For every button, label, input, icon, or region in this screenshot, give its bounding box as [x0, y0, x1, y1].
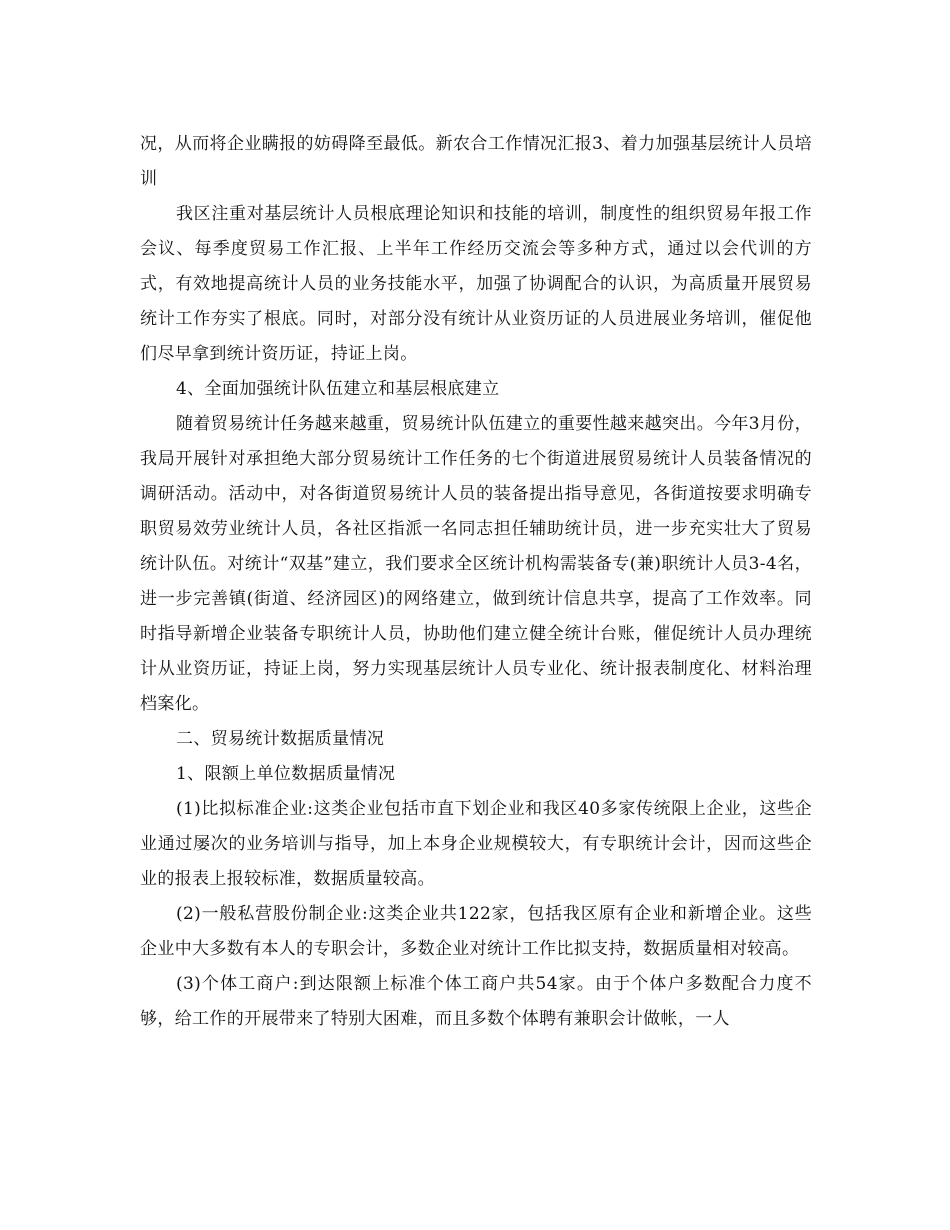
paragraph-individual-businesses: (3)个体工商户:到达限额上标准个体工商户共54家。由于个体户多数配合力度不够，给工作的开展带来了特别大困难，而且多数个体聘有兼职会计做帐，一人 — [140, 974, 812, 1029]
section-heading-team-building: 4、全面加强统计队伍建立和基层根底建立 — [176, 379, 500, 399]
section-heading-data-quality: 二、贸易统计数据质量情况 — [176, 729, 385, 749]
paragraph-training: 我区注重对基层统计人员根底理论知识和技能的培训，制度性的组织贸易年报工作会议、每季度贸易工作汇报、上半年工作经历交流会等多种方式，通过以会代训的方式，有效地提高统计人员的业务技能水平，加强了协调配合的认识，为高质量开展贸易统计工作夯实了根底。同时，对部分没有统计从业资历证的人员进展业务培训，催促他们尽早拿到统计资历证，持证上岗。 — [140, 204, 812, 364]
paragraph-standard-enterprises: (1)比拟标准企业:这类企业包括市直下划企业和我区40多家传统限上企业，这些企业通过屡次的业务培训与指导，加上本身企业规模较大，有专职统计会计，因而这些企业的报表上报较标准，数据质量较高。 — [140, 799, 812, 889]
document-body — [140, 127, 812, 1037]
paragraph-team-building: 随着贸易统计任务越来越重，贸易统计队伍建立的重要性越来越突出。今年3月份，我局开展针对承担绝大部分贸易统计工作任务的七个街道进展贸易统计人员装备情况的调研活动。活动中，对各街道贸易统计人员的装备提出指导意见，各街道按要求明确专职贸易效劳业统计人员，各社区指派一名同志担任辅助统计员，进一步充实壮大了贸易统计队伍。对统计“双基”建立，我们要求全区统计机构需装备专(兼)职统计人员3-4名，进一步完善镇(街道、经济园区)的网络建立，做到统计信息共享，提高了工作效率。同时指导新增企业装备专职统计人员，协助他们建立健全统计台账，催促统计人员办理统计从业资历证，持证上岗，努力实现基层统计人员专业化、统计报表制度化、材料治理档案化。 — [140, 414, 812, 714]
paragraph-continuation: 况，从而将企业瞒报的妨碍降至最低。新农合工作情况汇报3、着力加强基层统计人员培训 — [140, 134, 812, 189]
subsection-heading-above-quota: 1、限额上单位数据质量情况 — [176, 764, 396, 784]
paragraph-private-enterprises: (2)一般私营股份制企业:这类企业共122家，包括我区原有企业和新增企业。这些企业中大多数有本人的专职会计，多数企业对统计工作比拟支持，数据质量相对较高。 — [140, 904, 812, 959]
